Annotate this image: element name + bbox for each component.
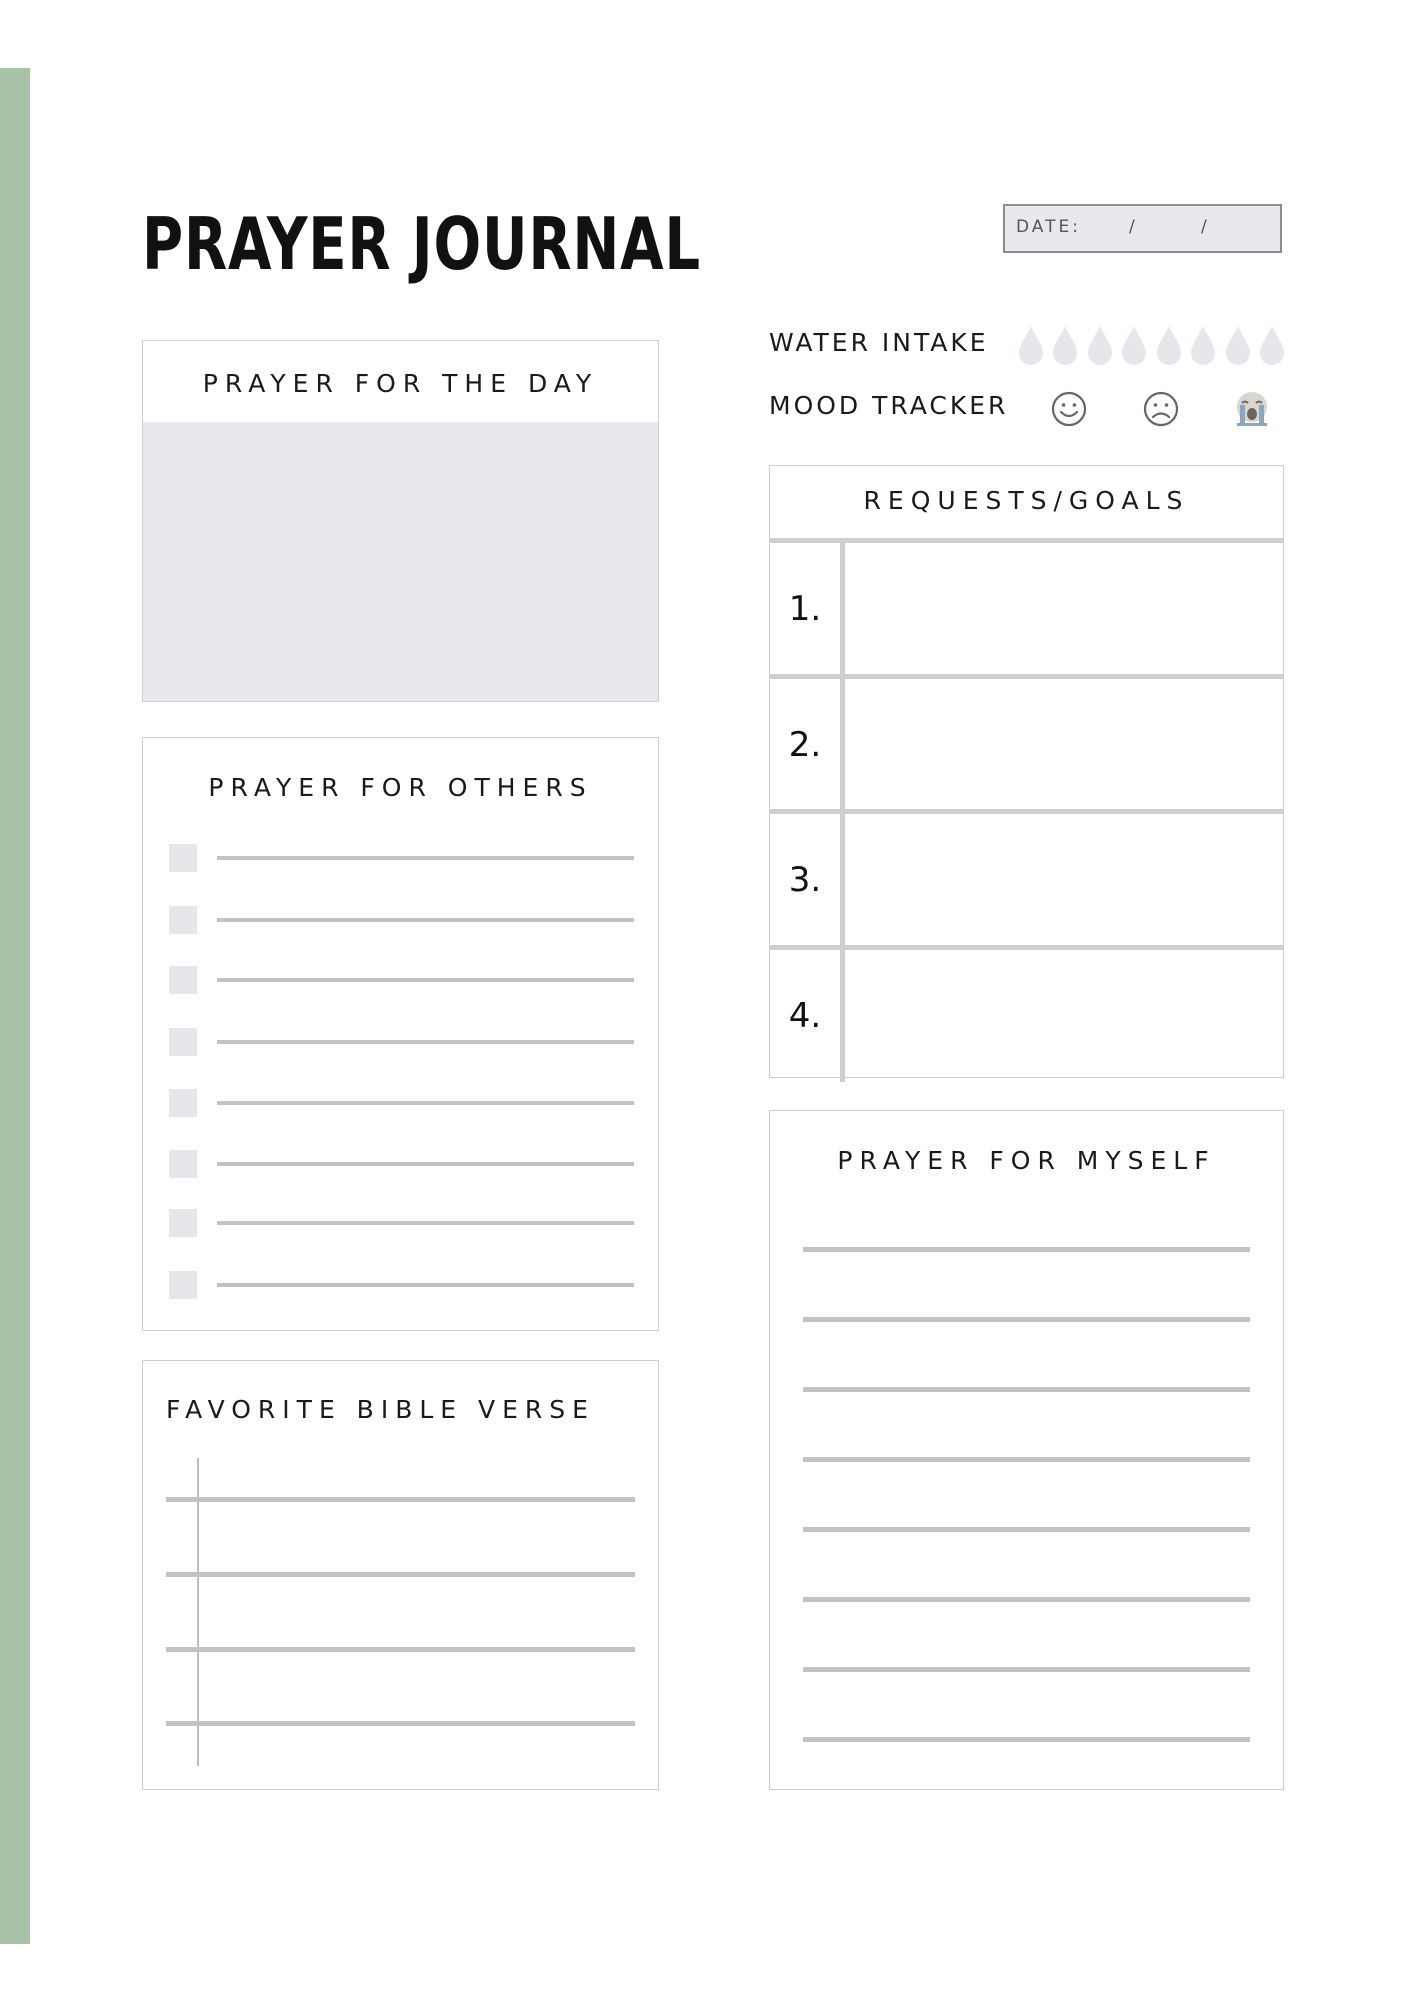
prayer-for-myself-section xyxy=(769,1110,1284,1790)
writing-line[interactable] xyxy=(166,1647,635,1652)
water-drop-icon[interactable] xyxy=(1017,325,1045,365)
section-title: PRAYER FOR MYSELF xyxy=(837,1146,1216,1175)
happy-face-icon[interactable] xyxy=(1050,390,1088,428)
checklist-row xyxy=(169,1150,634,1178)
water-drop-icon[interactable] xyxy=(1155,325,1183,365)
writing-line[interactable] xyxy=(217,978,634,982)
requests-goals-section xyxy=(769,465,1284,1078)
checklist-row xyxy=(169,1209,634,1237)
date-separator: / xyxy=(1129,217,1138,237)
water-drop-icon[interactable] xyxy=(1258,325,1286,365)
goal-row[interactable] xyxy=(770,809,1283,946)
water-intake-label: WATER INTAKE xyxy=(769,328,989,357)
margin-line xyxy=(197,1458,199,1766)
writing-line[interactable] xyxy=(803,1597,1250,1602)
checklist-row xyxy=(169,1271,634,1299)
writing-line[interactable] xyxy=(217,918,634,922)
writing-line[interactable] xyxy=(803,1737,1250,1742)
writing-line[interactable] xyxy=(803,1317,1250,1322)
writing-line[interactable] xyxy=(803,1527,1250,1532)
checkbox[interactable] xyxy=(169,1028,197,1056)
water-drop-icon[interactable] xyxy=(1224,325,1252,365)
writing-line[interactable] xyxy=(803,1667,1250,1672)
prayer-for-day-writing-area[interactable] xyxy=(143,422,658,701)
writing-line[interactable] xyxy=(166,1721,635,1726)
date-field[interactable] xyxy=(1003,204,1282,253)
writing-line[interactable] xyxy=(217,1162,634,1166)
date-label: DATE: xyxy=(1016,217,1081,237)
goal-number: 1. xyxy=(770,543,845,675)
checkbox[interactable] xyxy=(169,906,197,934)
date-separator: / xyxy=(1201,217,1210,237)
checklist-row xyxy=(169,844,634,872)
writing-line[interactable] xyxy=(217,856,634,860)
favorite-bible-verse-section xyxy=(142,1360,659,1790)
checklist-row xyxy=(169,966,634,994)
prayer-for-others-section xyxy=(142,737,659,1331)
water-intake-tracker xyxy=(1017,325,1289,367)
water-drop-icon[interactable] xyxy=(1086,325,1114,365)
checkbox[interactable] xyxy=(169,1209,197,1237)
checkbox[interactable] xyxy=(169,1089,197,1117)
water-drop-icon[interactable] xyxy=(1051,325,1079,365)
goal-row[interactable] xyxy=(770,674,1283,811)
goal-row[interactable] xyxy=(770,538,1283,675)
page-title: PRAYER JOURNAL xyxy=(142,202,701,286)
goal-number: 4. xyxy=(770,950,845,1082)
goal-number: 2. xyxy=(770,679,845,811)
side-accent-stripe xyxy=(0,68,30,1944)
section-title: REQUESTS/GOALS xyxy=(863,486,1190,515)
section-title: FAVORITE BIBLE VERSE xyxy=(166,1395,595,1424)
checklist-row xyxy=(169,1089,634,1117)
checkbox[interactable] xyxy=(169,844,197,872)
prayer-for-day-section xyxy=(142,340,659,702)
writing-line[interactable] xyxy=(217,1221,634,1225)
section-title: PRAYER FOR OTHERS xyxy=(208,773,593,802)
writing-line[interactable] xyxy=(217,1283,634,1287)
mood-tracker-label: MOOD TRACKER xyxy=(769,391,1009,420)
checklist-row xyxy=(169,1028,634,1056)
writing-line[interactable] xyxy=(803,1247,1250,1252)
checklist-row xyxy=(169,906,634,934)
writing-line[interactable] xyxy=(803,1387,1250,1392)
goal-row[interactable] xyxy=(770,945,1283,1082)
checkbox[interactable] xyxy=(169,1150,197,1178)
writing-line[interactable] xyxy=(803,1457,1250,1462)
water-drop-icon[interactable] xyxy=(1120,325,1148,365)
section-title: PRAYER FOR THE DAY xyxy=(202,369,599,398)
water-drop-icon[interactable] xyxy=(1189,325,1217,365)
writing-line[interactable] xyxy=(217,1101,634,1105)
goal-number: 3. xyxy=(770,814,845,946)
crying-face-icon[interactable] xyxy=(1233,390,1271,428)
checkbox[interactable] xyxy=(169,966,197,994)
sad-face-icon[interactable] xyxy=(1142,390,1180,428)
writing-line[interactable] xyxy=(217,1040,634,1044)
writing-line[interactable] xyxy=(166,1572,635,1577)
checkbox[interactable] xyxy=(169,1271,197,1299)
writing-line[interactable] xyxy=(166,1497,635,1502)
